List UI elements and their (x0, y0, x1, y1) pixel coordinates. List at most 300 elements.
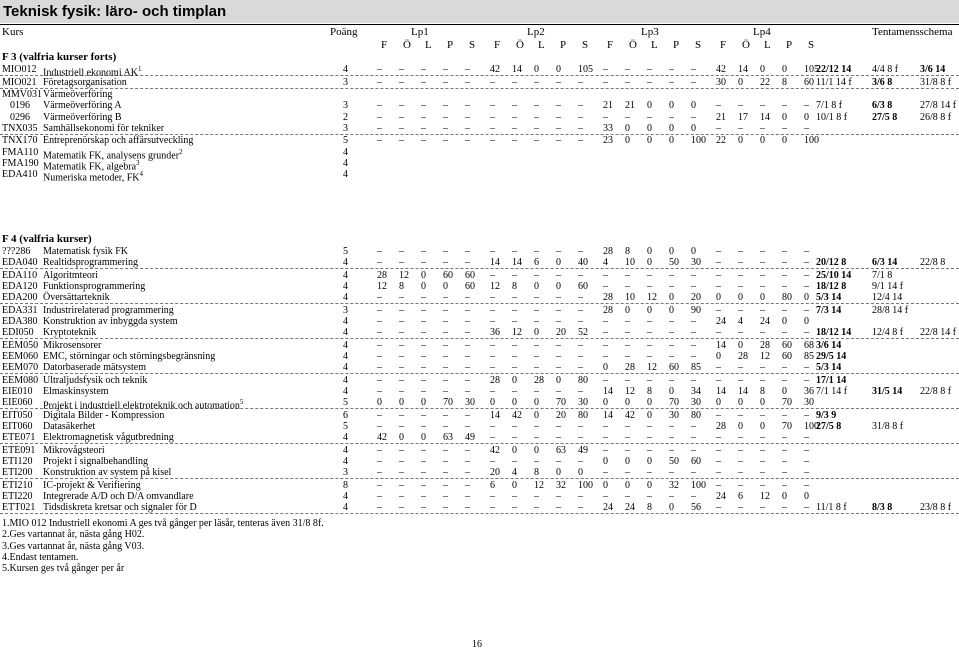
hours-cell: – (377, 466, 382, 478)
hours-cell: – (399, 455, 404, 467)
hours-cell: – (647, 350, 652, 362)
hours-cell: – (377, 490, 382, 502)
exam-date: 18/12 8 (816, 280, 847, 292)
hours-cell: – (669, 76, 674, 88)
hours-cell: – (647, 490, 652, 502)
hours-cell: – (512, 385, 517, 397)
hours-cell: 30 (716, 76, 726, 88)
hours-cell: – (512, 362, 517, 373)
hours-cell: – (443, 327, 448, 339)
sub-header-F: F (381, 39, 388, 51)
hours-cell: – (556, 100, 561, 112)
exam-date: 26/8 8 f (920, 111, 952, 123)
hours-cell: 0 (647, 409, 652, 421)
hours-cell: – (421, 501, 426, 513)
course-points: 4 (343, 490, 348, 502)
hours-cell: 0 (512, 479, 517, 491)
course-code: FMA190 (2, 157, 39, 169)
header-lp1: Lp1 (411, 26, 429, 38)
hours-cell: – (512, 431, 517, 443)
header-lp2: Lp2 (527, 26, 545, 38)
hours-cell: – (534, 269, 539, 281)
course-code: MIO021 (2, 76, 37, 88)
table-row (0, 146, 959, 161)
hours-cell: – (377, 76, 382, 88)
hours-cell: – (603, 269, 608, 281)
footnotes (2, 518, 324, 574)
hours-cell: – (625, 420, 630, 432)
footnote: 2.Ges vartannat år, nästa gång H02. (2, 529, 145, 541)
hours-cell: – (399, 501, 404, 513)
hours-cell: – (399, 466, 404, 478)
course-code: TNX035 (2, 122, 38, 134)
hours-cell: – (534, 304, 539, 316)
hours-cell: – (490, 315, 495, 327)
hours-cell: – (738, 409, 743, 421)
hours-cell: – (669, 431, 674, 443)
sub-header-S: S (808, 39, 815, 51)
hours-cell: 30 (691, 257, 701, 269)
hours-cell: – (490, 490, 495, 502)
course-points: 8 (343, 479, 348, 491)
hours-cell: 0 (421, 269, 426, 281)
hours-cell: – (512, 315, 517, 327)
hours-cell: 0 (782, 111, 787, 123)
hours-cell: 42 (490, 64, 500, 75)
course-points: 4 (343, 269, 348, 281)
hours-cell: 14 (716, 339, 726, 351)
course-points: 4 (343, 385, 348, 397)
hours-cell: – (399, 246, 404, 257)
hours-cell: 0 (782, 490, 787, 502)
hours-cell: – (738, 444, 743, 456)
hours-cell: 4 (512, 466, 517, 478)
hours-cell: – (421, 327, 426, 339)
table-row (0, 327, 959, 339)
hours-cell: 0 (669, 246, 674, 257)
page-number: 16 (472, 639, 482, 650)
hours-cell: – (669, 374, 674, 386)
hours-cell: 0 (603, 479, 608, 491)
hours-cell: – (512, 111, 517, 123)
hours-cell: – (465, 350, 470, 362)
hours-cell: – (738, 246, 743, 257)
course-name: Samhällsekonomi för tekniker (43, 122, 165, 134)
hours-cell: – (760, 269, 765, 281)
hours-cell: – (534, 246, 539, 257)
hours-cell: 70 (782, 420, 792, 432)
hours-cell: – (556, 315, 561, 327)
hours-cell: 12 (377, 280, 387, 292)
hours-cell: – (625, 280, 630, 292)
sub-header-P: P (447, 39, 454, 51)
hours-cell: – (782, 466, 787, 478)
course-name: Integrerade A/D och D/A omvandlare (43, 490, 194, 502)
exam-date: 31/8 8 f (872, 420, 904, 432)
hours-cell: 0 (603, 362, 608, 373)
course-name: Konstruktion av system på kisel (43, 466, 172, 478)
course-code: EEM050 (2, 339, 39, 351)
sub-header-F: F (607, 39, 614, 51)
hours-cell: – (760, 246, 765, 257)
course-name: Kryptoteknik (43, 327, 97, 339)
hours-cell: 0 (669, 122, 674, 134)
hours-cell: – (716, 100, 721, 112)
hours-cell: – (421, 304, 426, 316)
hours-cell: 0 (760, 135, 765, 147)
hours-cell: 0 (625, 122, 630, 134)
table-row (0, 432, 959, 444)
hours-cell: – (804, 100, 809, 112)
hours-cell: – (578, 292, 583, 304)
hours-cell: – (556, 362, 561, 373)
hours-cell: – (534, 292, 539, 304)
course-name: Översättarteknik (43, 292, 110, 304)
course-code: EDA120 (2, 280, 38, 292)
hours-cell: 0 (738, 292, 743, 304)
hours-cell: – (738, 479, 743, 491)
hours-cell: 8 (534, 466, 539, 478)
hours-cell: 0 (647, 396, 652, 408)
hours-cell: – (399, 350, 404, 362)
hours-cell: 85 (804, 350, 814, 362)
hours-cell: 100 (804, 135, 819, 147)
footnote-ref: 5 (239, 397, 244, 406)
hours-cell: – (377, 385, 382, 397)
hours-cell: – (603, 431, 608, 443)
hours-cell: 12 (512, 327, 522, 339)
course-name: Tidsdiskreta kretsar och signaler för D (43, 501, 197, 513)
hours-cell: – (738, 280, 743, 292)
hours-cell: – (534, 135, 539, 147)
hours-cell: – (465, 315, 470, 327)
table-row (0, 270, 959, 281)
hours-cell: – (465, 455, 470, 467)
hours-cell: 30 (669, 409, 679, 421)
hours-cell: 22 (760, 76, 770, 88)
hours-cell: – (556, 76, 561, 88)
hours-cell: 28 (760, 339, 770, 351)
hours-cell: – (738, 100, 743, 112)
course-points: 5 (343, 135, 348, 147)
course-name: Realtidsprogrammering (43, 257, 138, 269)
hours-cell: 0 (760, 64, 765, 75)
hours-cell: – (377, 135, 382, 147)
hours-cell: – (647, 444, 652, 456)
exam-date: 22/8 8 (920, 257, 946, 269)
hours-cell: 14 (738, 64, 748, 75)
course-code: EIT060 (2, 420, 33, 432)
course-code: MMV031 (2, 89, 43, 101)
exam-date: 6/3 8 (872, 100, 893, 112)
course-code: EDA410 (2, 168, 38, 180)
exam-date: 7/1 8 (872, 269, 893, 281)
hours-cell: 100 (691, 479, 706, 491)
hours-cell: 0 (669, 501, 674, 513)
hours-cell: – (443, 64, 448, 75)
hours-cell: – (443, 420, 448, 432)
hours-cell: – (556, 350, 561, 362)
hours-cell: – (804, 479, 809, 491)
hours-cell: – (399, 362, 404, 373)
exam-date: 22/8 14 f (920, 327, 957, 339)
hours-cell: – (782, 257, 787, 269)
hours-cell: – (556, 135, 561, 147)
hours-cell: – (782, 374, 787, 386)
hours-cell: 6 (738, 490, 743, 502)
hours-cell: 0 (760, 396, 765, 408)
hours-cell: – (534, 455, 539, 467)
hours-cell: – (556, 455, 561, 467)
hours-cell: – (377, 100, 382, 112)
hours-cell: – (647, 64, 652, 75)
footnote: 5.Kursen ges två gånger per år (2, 563, 125, 575)
exam-date: 17/1 14 (816, 374, 847, 386)
hours-cell: 0 (738, 76, 743, 88)
hours-cell: – (603, 339, 608, 351)
hours-cell: – (512, 76, 517, 88)
hours-cell: – (534, 490, 539, 502)
hours-cell: 28 (490, 374, 500, 386)
course-code: ETT021 (2, 501, 36, 513)
hours-cell: – (512, 100, 517, 112)
hours-cell: – (603, 374, 608, 386)
hours-cell: – (578, 490, 583, 502)
course-code: EDA331 (2, 304, 38, 316)
hours-cell: 12 (760, 350, 770, 362)
course-code: FMA110 (2, 146, 39, 158)
hours-cell: – (647, 420, 652, 432)
hours-cell: 21 (716, 111, 726, 123)
sub-header-Ö: Ö (629, 39, 637, 51)
hours-cell: – (691, 111, 696, 123)
course-points: 5 (343, 396, 348, 408)
hours-cell: – (512, 269, 517, 281)
sub-header-S: S (469, 39, 476, 51)
exam-date: 3/6 8 (872, 76, 893, 88)
course-code: ETI120 (2, 455, 33, 467)
header-rule (0, 24, 959, 25)
hours-cell: – (691, 374, 696, 386)
hours-cell: – (603, 350, 608, 362)
hours-cell: – (377, 374, 382, 386)
footnote-ref: 1 (138, 65, 142, 73)
hours-cell: – (399, 444, 404, 456)
table-row (0, 491, 959, 502)
hours-cell: 0 (625, 455, 630, 467)
hours-cell: 33 (603, 122, 613, 134)
hours-cell: – (691, 64, 696, 75)
hours-cell: 60 (691, 455, 701, 467)
course-name: Elektromagnetisk vågutbredning (43, 431, 174, 443)
hours-cell: – (669, 490, 674, 502)
hours-cell: 60 (669, 362, 679, 373)
hours-cell: – (443, 501, 448, 513)
table-row (0, 375, 959, 386)
hours-cell: – (647, 327, 652, 339)
exam-date: 8/3 8 (872, 501, 893, 513)
hours-cell: – (647, 280, 652, 292)
hours-cell: – (760, 431, 765, 443)
hours-cell: – (377, 339, 382, 351)
hours-cell: 0 (716, 292, 721, 304)
hours-cell: 0 (534, 64, 539, 75)
hours-cell: – (421, 122, 426, 134)
hours-cell: – (465, 111, 470, 123)
hours-cell: 0 (647, 257, 652, 269)
hours-cell: – (691, 76, 696, 88)
hours-cell: 0 (534, 396, 539, 408)
hours-cell: – (782, 100, 787, 112)
hours-cell: – (669, 327, 674, 339)
hours-cell: – (399, 385, 404, 397)
hours-cell: – (443, 409, 448, 421)
hours-cell: 0 (399, 396, 404, 408)
hours-cell: 8 (647, 501, 652, 513)
course-code: EIT050 (2, 409, 33, 421)
hours-cell: – (421, 362, 426, 373)
hours-cell: – (399, 135, 404, 147)
hours-cell: – (691, 444, 696, 456)
hours-cell: – (443, 100, 448, 112)
sub-header-Ö: Ö (403, 39, 411, 51)
hours-cell: – (534, 100, 539, 112)
hours-cell: 10 (625, 257, 635, 269)
hours-cell: – (421, 292, 426, 304)
hours-cell: 12 (490, 280, 500, 292)
hours-cell: – (691, 490, 696, 502)
course-points: 4 (343, 455, 348, 467)
course-name: EMC, störningar och störningsbegränsning (43, 350, 216, 362)
hours-cell: – (603, 420, 608, 432)
hours-cell: – (534, 385, 539, 397)
course-name: Mikrosensorer (43, 339, 102, 351)
table-row (0, 135, 959, 146)
course-code: ???286 (2, 246, 31, 257)
hours-cell: – (760, 257, 765, 269)
hours-cell: – (760, 122, 765, 134)
hours-cell: 0 (804, 111, 809, 123)
course-points: 4 (343, 501, 348, 513)
hours-cell: – (512, 304, 517, 316)
hours-cell: – (625, 490, 630, 502)
hours-cell: – (443, 135, 448, 147)
hours-cell: – (716, 362, 721, 373)
hours-cell: 63 (556, 444, 566, 456)
hours-cell: 10 (625, 292, 635, 304)
hours-cell: – (716, 444, 721, 456)
table-row (0, 257, 959, 269)
hours-cell: – (556, 292, 561, 304)
hours-cell: – (443, 122, 448, 134)
hours-cell: – (738, 455, 743, 467)
hours-cell: – (625, 350, 630, 362)
hours-cell: – (738, 466, 743, 478)
hours-cell: – (443, 455, 448, 467)
hours-cell: – (691, 327, 696, 339)
hours-cell: – (782, 269, 787, 281)
hours-cell: 8 (647, 385, 652, 397)
hours-cell: 0 (669, 135, 674, 147)
hours-cell: – (443, 246, 448, 257)
hours-cell: – (647, 374, 652, 386)
hours-cell: 60 (804, 76, 814, 88)
hours-cell: 24 (716, 315, 726, 327)
hours-cell: 80 (578, 409, 588, 421)
hours-cell: 60 (465, 269, 475, 281)
sub-header-L: L (764, 39, 771, 51)
hours-cell: – (490, 385, 495, 397)
hours-cell: 0 (782, 64, 787, 75)
hours-cell: – (443, 292, 448, 304)
hours-cell: – (512, 292, 517, 304)
hours-cell: – (782, 444, 787, 456)
hours-cell: – (421, 374, 426, 386)
hours-cell: – (399, 327, 404, 339)
hours-cell: – (578, 100, 583, 112)
exam-date: 11/1 8 f (816, 501, 847, 513)
hours-cell: 0 (738, 420, 743, 432)
table-row (0, 246, 959, 257)
hours-cell: – (716, 431, 721, 443)
course-code: EEM070 (2, 362, 39, 373)
hours-cell: – (669, 269, 674, 281)
course-points: 6 (343, 409, 348, 421)
hours-cell: 63 (443, 431, 453, 443)
sub-header-Ö: Ö (742, 39, 750, 51)
hours-cell: 0 (669, 304, 674, 316)
hours-cell: 42 (377, 431, 387, 443)
hours-cell: 0 (647, 135, 652, 147)
hours-cell: – (421, 135, 426, 147)
course-points: 4 (343, 362, 348, 373)
hours-cell: 60 (465, 280, 475, 292)
hours-cell: – (421, 257, 426, 269)
course-code: ETE091 (2, 444, 36, 456)
course-name: Värmeöverföring B (43, 111, 122, 123)
hours-cell: – (377, 444, 382, 456)
hours-cell: 14 (716, 385, 726, 397)
course-points: 4 (343, 168, 348, 180)
hours-cell: 36 (804, 385, 814, 397)
hours-cell: 0 (804, 292, 809, 304)
hours-cell: 12 (760, 490, 770, 502)
sub-header-S: S (582, 39, 589, 51)
hours-cell: 0 (782, 385, 787, 397)
table-row (0, 445, 959, 456)
sub-header-P: P (786, 39, 793, 51)
hours-cell: 42 (490, 444, 500, 456)
exam-date: 27/5 8 (816, 420, 842, 432)
course-points: 5 (343, 420, 348, 432)
table-row (0, 89, 959, 100)
hours-cell: 60 (782, 339, 792, 351)
hours-cell: 56 (691, 501, 701, 513)
hours-cell: 42 (625, 409, 635, 421)
hours-cell: – (512, 490, 517, 502)
course-name: Numeriska metoder, $FK^4$ (43, 169, 144, 184)
hours-cell: – (625, 431, 630, 443)
hours-cell: – (421, 490, 426, 502)
hours-cell: 0 (738, 396, 743, 408)
table-row (0, 351, 959, 362)
hours-cell: – (782, 280, 787, 292)
hours-cell: – (443, 339, 448, 351)
hours-cell: 42 (716, 64, 726, 75)
course-name: Värmeöverföring (43, 89, 113, 101)
hours-cell: 23 (603, 135, 613, 147)
hours-cell: – (669, 315, 674, 327)
